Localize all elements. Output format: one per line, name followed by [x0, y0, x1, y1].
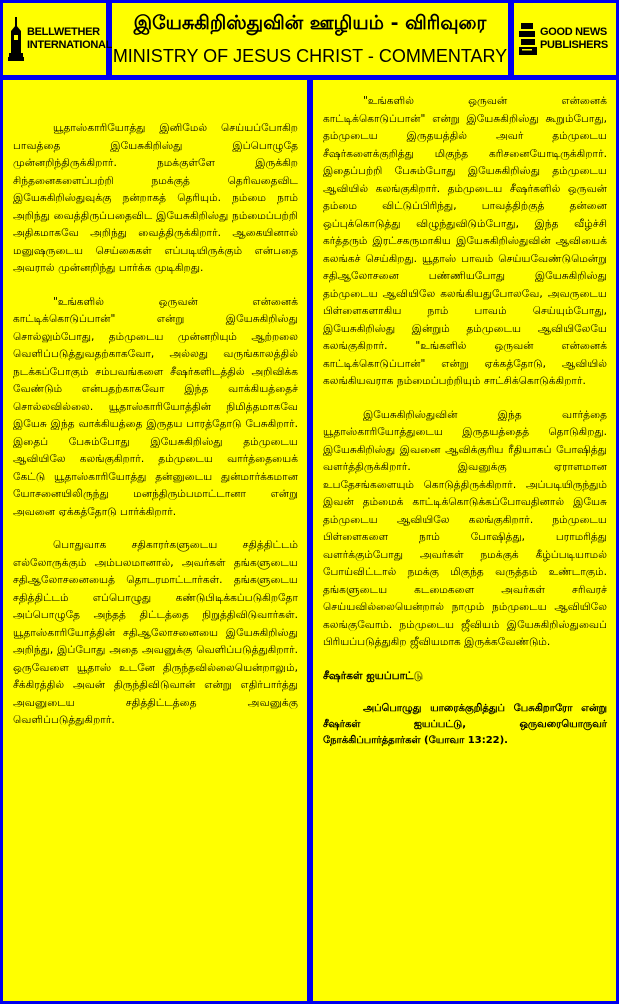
logo-left-line1: BELLWETHER	[27, 26, 100, 38]
right-paragraph-1: "உங்களில் ஒருவன் என்னைக் காட்டிக்கொடுப்பான்" என்று இயேசுகிறிஸ்து கூறும்போது, தம்முடைய இருதயத்தில் அவர் தம்முடைய சீஷர்களைக்குறித்து மிகுந்த கரிசனையோடிருக்கிறார். இதைப்பற்றி பேசும்போது இயேசுகிறிஸ்து தம்முடைய ஆவியில் கலங்குகிறார். தம்முடைய சீஷர்களில் ஒருவன் தம்மை விட்டுப்பிரிந்து, பாவத்திற்குத் தன்னை ஒப்புக்கொடுத்து விழுந்துவிடும்போது, இந்த வீழ்ச்சி கர்த்தரும் இரட்சகருமாகிய இயேசுகிறிஸ்துவின் ஆவியைக் கலங்கச் செய்கிறது. யூதாஸ் பாவம் செய்யவேண்டுமென்று சதிஆலோசனை பண்ணியபோது இயேசுகிறிஸ்து தம்முடைய ஆவியிலே கலங்கியதுபோலவே, அவருடைய பிள்ளைகளாகிய நாம் பாவம் செய்யும்போது, இயேசுகிறிஸ்து இன்றும் தம்முடைய ஆவியிலேயே கலங்குகிறார். "உங்களில் ஒருவன் என்னைக் காட்டிக்கொடுப்பான்" என்று ஏக்கத்தோடு, ஆவியில் கலங்கியவராக நம்மைப்பற்றியும் சாட்சிக்கொடுக்கிறார்.	[323, 95, 607, 387]
left-paragraph-3: பொதுவாக சதிகாரர்களுடைய சதித்திட்டம் எல்லோருக்கும் அம்பலமானால், அவர்கள் தங்களுடைய சதிஆலோசனையைத் தொடரமாட்டார்கள். தங்களுடைய சதித்திட்டம் எப்பொழுது கண்டுபிடிக்கப்படுகிறதோ அப்பொழுதே அந்தத் திட்டத்தை நிறுத்திவிடுவார்கள். யூதாஸ்காரியோத்தின் சதிஆலோசனையை இயேசுகிறிஸ்து அறிந்து, இப்போது அதை அவனுக்கு வெளிப்படுத்துகிறார். ஒருவேளை யூதாஸ் உடனே திருந்தவில்லையென்றாலும், சீக்கிரத்தில் அவன் திருந்திவிடுவான் என்று எதிர்பார்த்து அவனுடைய சதித்திட்டத்தை அவனுக்கு வெளிப்படுத்துகிறார்.	[13, 539, 298, 726]
section-subheading: சீஷர்கள் ஐயப்பாட்டு	[323, 669, 424, 682]
title-english: MINISTRY OF JESUS CHRIST - COMMENTARY	[112, 46, 508, 66]
right-column	[313, 80, 616, 1001]
left-column	[3, 80, 307, 1001]
logo-right-line1: GOOD NEWS	[540, 26, 607, 38]
logo-left-line2: INTERNATIONAL	[27, 39, 113, 51]
publisher-logo-right	[514, 3, 616, 75]
title-tamil: இயேசுகிறிஸ்துவின் ஊழியம் - விரிவுரை	[133, 12, 487, 34]
logo-right-line2: PUBLISHERS	[540, 39, 608, 51]
book-stack-icon	[519, 19, 537, 59]
bellwether-building-icon	[8, 17, 24, 61]
left-paragraph-2: "உங்களில் ஒருவன் என்னைக் காட்டிக்கொடுப்பான்" என்று இயேசுகிறிஸ்து சொல்லும்போது, தம்முடைய முன்னறியும் ஆற்றலை வெளிப்படுத்துவதற்காகவோ, அல்லது வருங்காலத்தில் நடக்கப்போகும் சம்பவங்களை சீஷர்களிடத்தில் அறிவிக்க வேண்டும் என்பதற்காகவோ இந்த வாக்கியத்தைச் சொல்லவில்லை. யூதாஸ்காரியோத்தின் நிமித்தமாகவே இயேசு இந்த வாக்கியத்தை இருதய பாரத்தோடு பேசுகிறார். இதைப் பேசும்போது இயேசுகிறிஸ்து தம்முடைய ஆவியிலே கலங்குகிறார். தம்முடைய வார்த்தையைக் கேட்டு யூதாஸ்காரியோத்து தன்னுடைய துன்மார்க்கமான யோசனையிலிருந்து மனந்திரும்பமாட்டானா என்று அவனை ஏக்கத்தோடு பார்க்கிறார்.	[13, 295, 298, 518]
right-paragraph-2: இயேசுகிறிஸ்துவின் இந்த வார்த்தை யூதாஸ்காரியோத்துடைய இருதயத்தைத் தொடுகிறது. இயேசுகிறிஸ்து இவனை ஆவிக்குரிய ரீதியாகப் போஷித்து வளர்த்திருக்கிறார். இவனுக்கு ஏராளமான உபதேசங்களையும் கொடுத்திருக்கிறார். அப்படியிருந்தும் இவன் தம்மைக் காட்டிக்கொடுக்கப்போவதினால் இயேசு தம்முடைய ஆவியிலே கலங்குகிறார். நம்முடைய பிள்ளைகளை நாம் போஷித்து, பராமரித்து வளர்க்கும்போது அவர்கள் நமக்குக் கீழ்ப்படியாமல் போய்விட்டால் நமக்கு மிகுந்த வருத்தம் உண்டாகும். தங்களுடைய கடமைகளை அவர்கள் சரிவரச் செய்யவில்லையென்றால் நாமும் நம்முடைய ஆவியிலே கலங்குவோம். நம்முடைய ஜீவியம் இயேசுகிறிஸ்துவைப் பிரியப்படுத்துகிற ஜீவியமாக இருக்கவேண்டும்.	[323, 408, 607, 648]
publisher-logo-left	[3, 3, 113, 75]
page-header	[112, 3, 508, 75]
scripture-footer: அப்பொழுது யாரைக்குறித்துப் பேசுகிறாரோ என்று சீஷர்கள் ஐயப்பட்டு, ஒருவரையொருவர் நோக்கிப்பார்த்தார்கள் (யோவா 13:22).	[323, 703, 607, 746]
left-paragraph-1: யூதாஸ்காரியோத்து இனிமேல் செய்யப்போகிற பாவத்தை இயேசுகிறிஸ்து இப்பொழுதே முன்னறிந்திருக்கிறார். நமக்குள்ளே இருக்கிற சிந்தனைகளைப்பற்றி நமக்குத் தெரிவதைவிட இயேசுகிறிஸ்துவுக்கு நன்றாகத் தெரியும். நம்மை நாம் அறிந்து வைத்திருப்பதைவிட இயேசுகிறிஸ்து நம்மைப்பற்றி அதிகமாகவே அறிந்து வைத்திருக்கிறார். ஆகையினால் மனுஷருடைய செய்கைகள் எப்படியிருக்கும் என்பதை அவரால் முன்னறிந்து பார்க்க முடிகிறது.	[13, 122, 298, 274]
